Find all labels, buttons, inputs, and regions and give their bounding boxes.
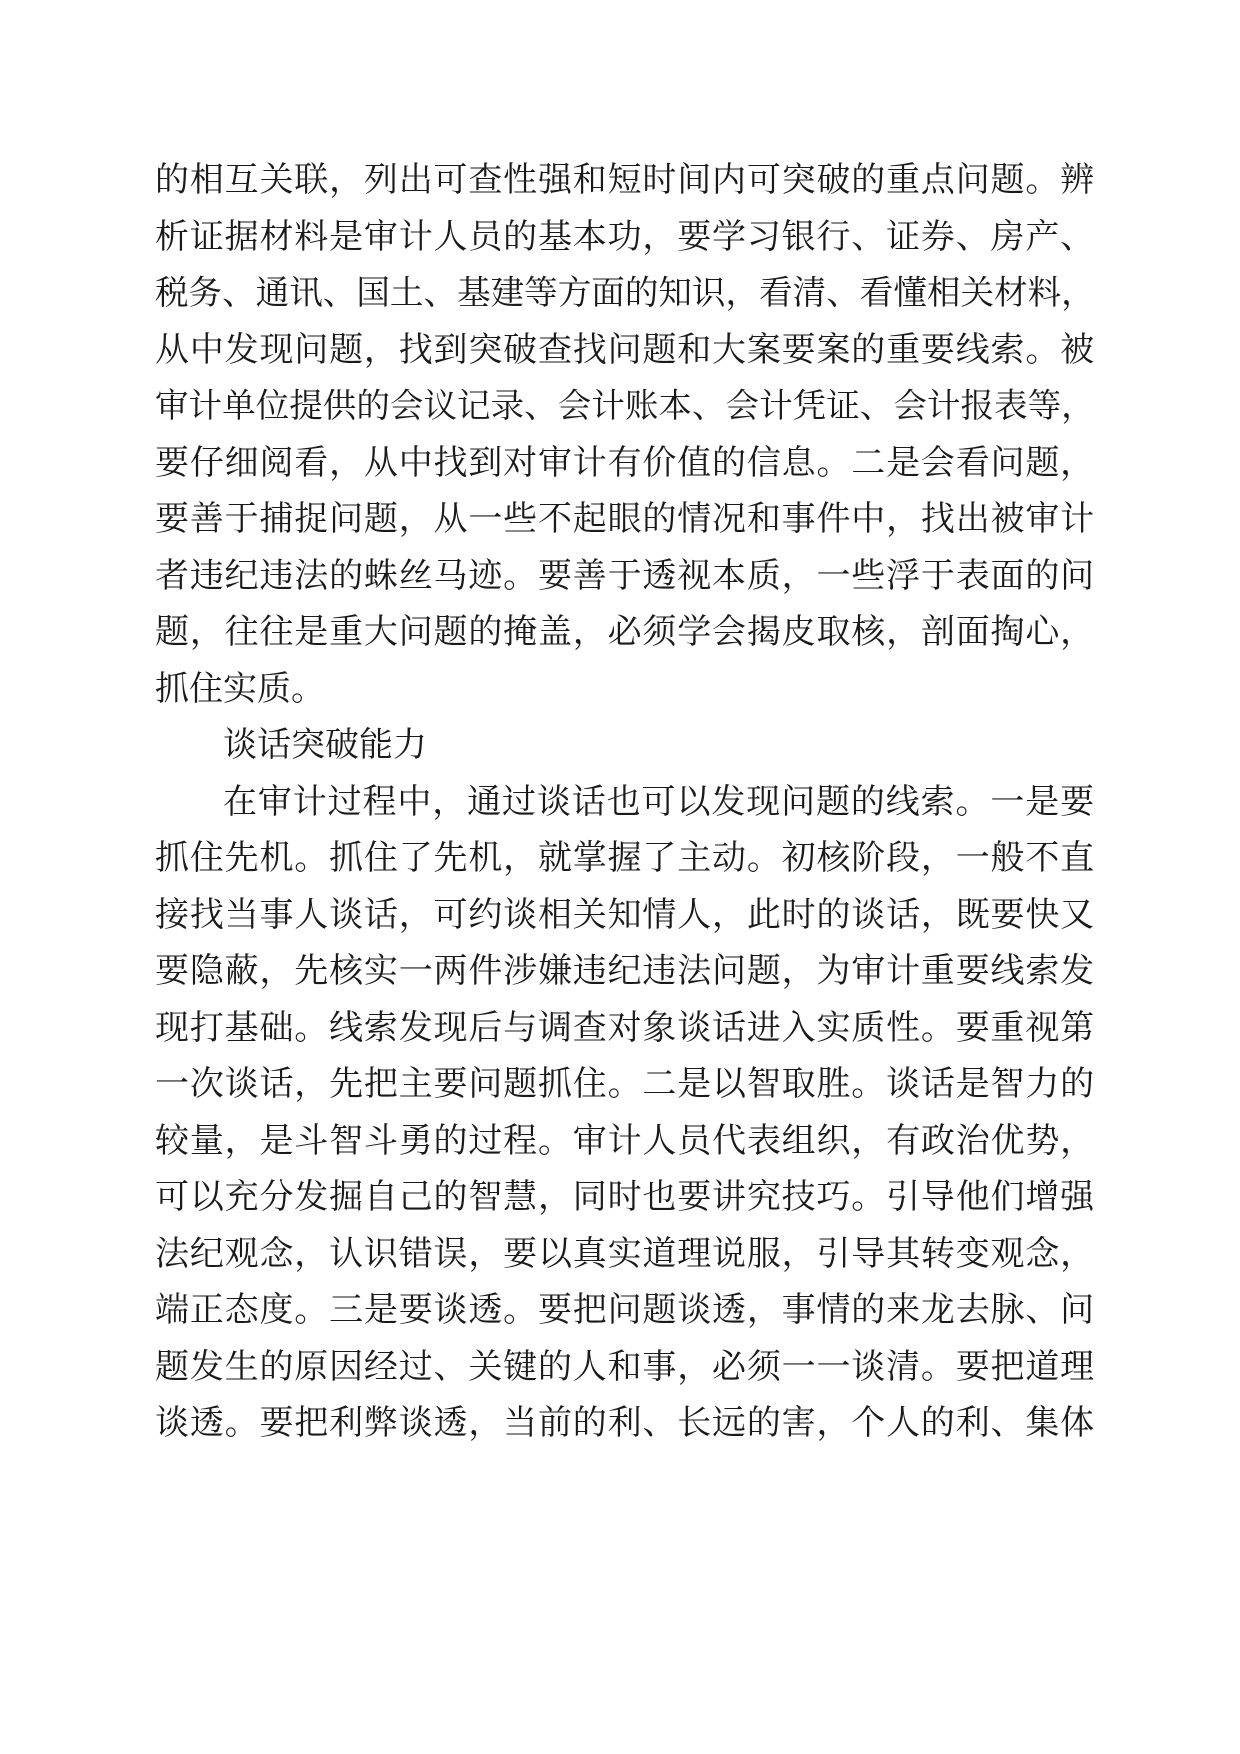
text-line: 法纪观念，认识错误，要以真实道理说服，引导其转变观念， <box>155 1233 1095 1274</box>
text-line: 税务、通讯、国土、基建等方面的知识，看清、看懂相关材料， <box>155 273 1095 312</box>
text-line: 一次谈话，先把主要问题抓住。二是以智取胜。谈话是智力的 <box>155 1064 1095 1104</box>
text-line: 从中发现问题，找到突破查找问题和大案要案的重要线索。被 <box>155 329 1095 370</box>
text-line: 题发生的原因经过、关键的人和事，必须一一谈清。要把道理 <box>155 1346 1095 1387</box>
body-text <box>155 152 1095 1452</box>
text-line: 谈透。要把利弊谈透，当前的利、长远的害，个人的利、集体 <box>155 1403 1095 1443</box>
text-line: 较量，是斗智斗勇的过程。审计人员代表组织，有政治优势， <box>155 1120 1095 1161</box>
text-line: 端正态度。三是要谈透。要把问题谈透，事情的来龙去脉、问 <box>155 1290 1095 1330</box>
text-line: 现打基础。线索发现后与调查对象谈话进入实质性。要重视第 <box>155 1007 1095 1048</box>
text-line: 题，往往是重大问题的掩盖，必须学会揭皮取核，剖面掏心， <box>155 612 1095 652</box>
text-line: 抓住先机。抓住了先机，就掌握了主动。初核阶段，一般不直 <box>155 838 1095 878</box>
text-line: 要仔细阅看，从中找到对审计有价值的信息。二是会看问题， <box>155 442 1095 483</box>
text-line: 可以充分发掘自己的智慧，同时也要讲究技巧。引导他们增强 <box>155 1177 1095 1217</box>
text-line: 接找当事人谈话，可约谈相关知情人，此时的谈话，既要快又 <box>155 894 1095 935</box>
text-line: 要隐蔽，先核实一两件涉嫌违纪违法问题，为审计重要线索发 <box>155 951 1095 991</box>
text-line: 抓住实质。 <box>155 668 325 709</box>
text-line: 的相互关联，列出可查性强和短时间内可突破的重点问题。辨 <box>155 160 1095 200</box>
text-line: 者违纪违法的蛛丝马迹。要善于透视本质，一些浮于表面的问 <box>155 555 1095 596</box>
text-line: 审计单位提供的会议记录、会计账本、会计凭证、会计报表等， <box>155 386 1095 425</box>
text-line: 析证据材料是审计人员的基本功，要学习银行、证券、房产、 <box>155 216 1095 257</box>
paragraph-first-line: 在审计过程中，通过谈话也可以发现问题的线索。一是要 <box>223 781 1095 822</box>
section-heading: 谈话突破能力 <box>223 725 427 765</box>
text-line: 要善于捕捉问题，从一些不起眼的情况和事件中，找出被审计 <box>155 499 1095 539</box>
